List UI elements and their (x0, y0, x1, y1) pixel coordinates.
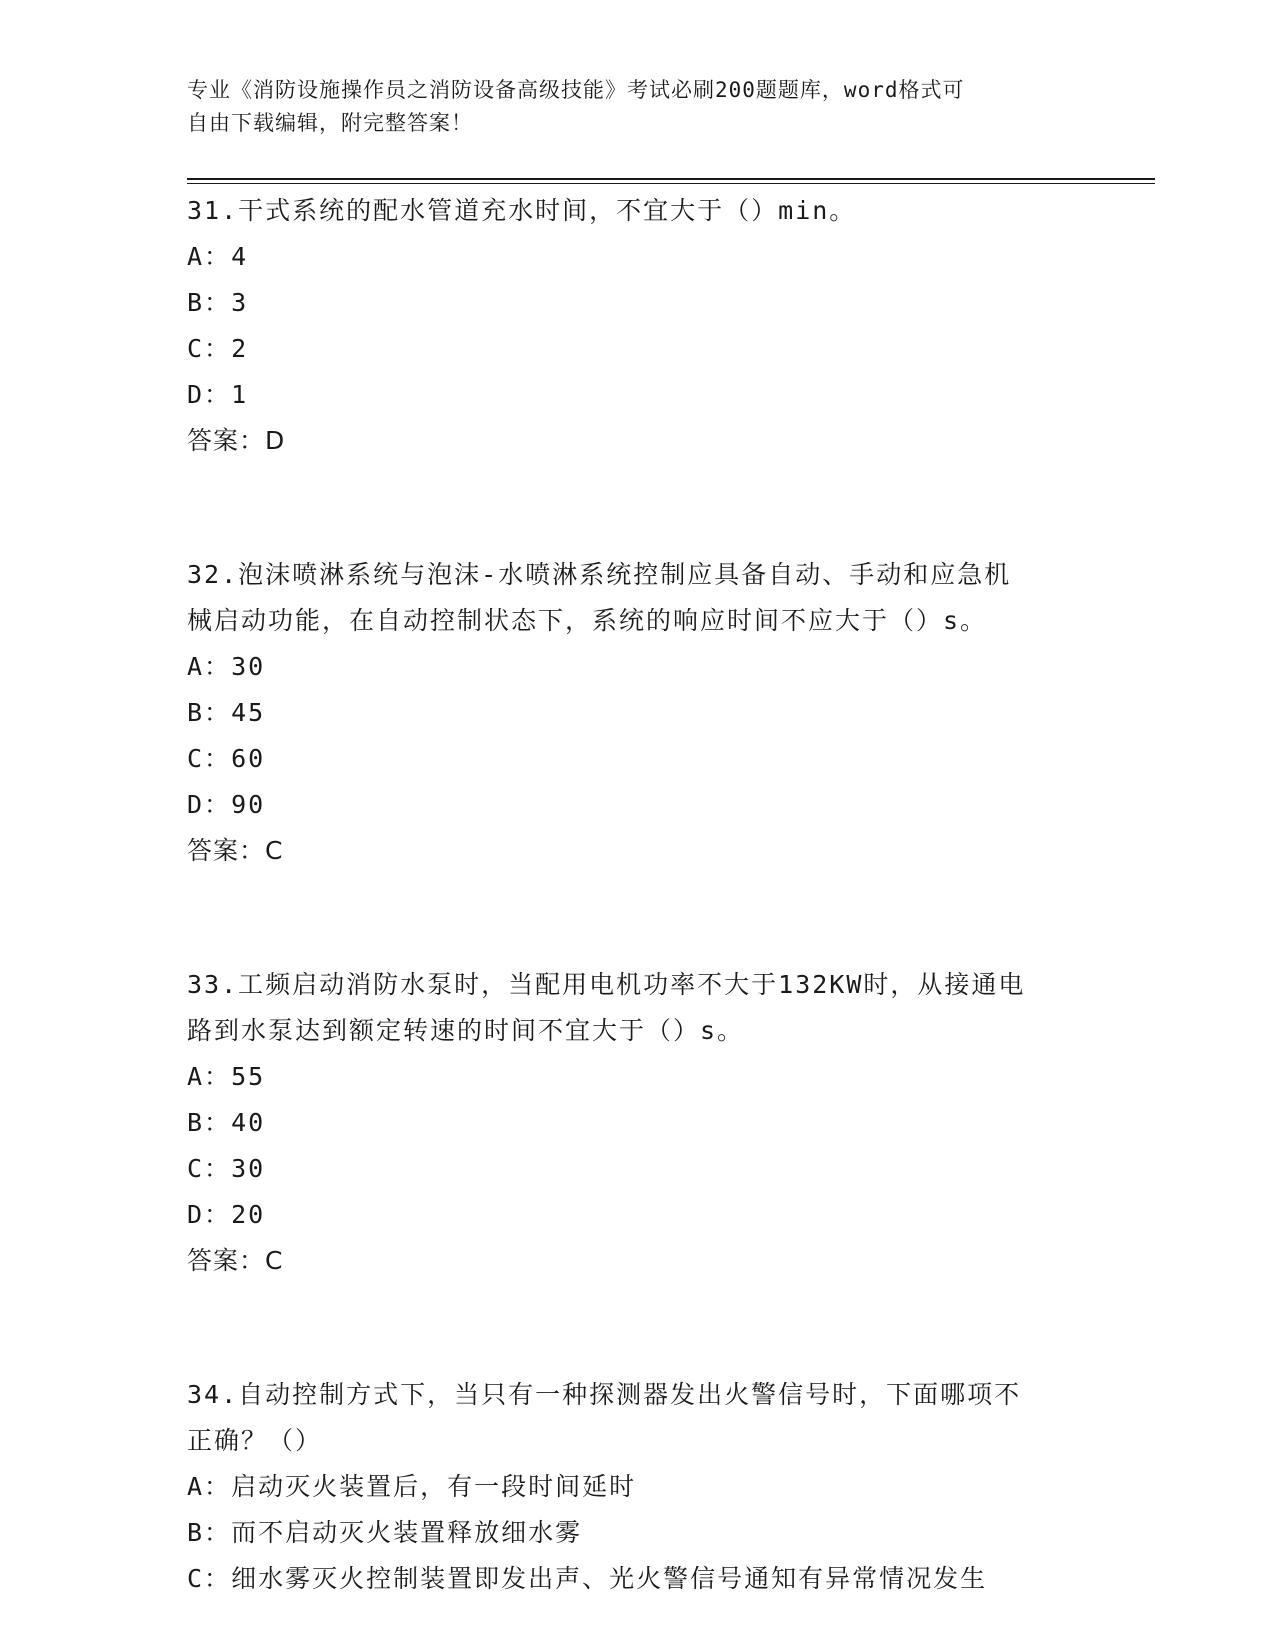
option-c (187, 736, 1087, 782)
option-a (187, 1054, 1087, 1100)
question-32 (187, 552, 1087, 874)
option-text: 而不启动灭火装置释放细水雾 (231, 1518, 583, 1547)
option-label: B： (187, 1108, 232, 1137)
question-spacer (187, 464, 1087, 552)
option-label: B： (187, 288, 232, 317)
option-text: 45 (231, 698, 266, 727)
option-b (187, 280, 1087, 326)
option-c (187, 326, 1087, 372)
option-label: D： (187, 1200, 232, 1229)
option-label: C： (187, 334, 232, 363)
question-text: 33.工频启动消防水泵时，当配用电机功率不大于132KW时，从接通电 (187, 970, 1026, 999)
option-text: 20 (231, 1200, 266, 1229)
option-label: C： (187, 1564, 232, 1593)
answer-label: 答案： (187, 836, 266, 865)
document-header (187, 74, 1087, 140)
answer-label: 答案： (187, 1246, 266, 1275)
header-divider (187, 178, 1155, 184)
header-line-1: 专业《消防设施操作员之消防设备高级技能》考试必刷200题题库，word格式可 (187, 78, 965, 102)
answer-value: C (265, 1246, 284, 1275)
answer-value: C (265, 836, 284, 865)
option-b (187, 690, 1087, 736)
option-label: C： (187, 1154, 232, 1183)
question-text: 31.干式系统的配水管道充水时间，不宜大于（）min。 (187, 196, 857, 225)
answer (187, 1238, 1087, 1284)
option-label: C： (187, 744, 232, 773)
answer (187, 418, 1087, 464)
option-label: B： (187, 1518, 232, 1547)
question-33 (187, 962, 1087, 1284)
question-text-continued: 正确？（） (187, 1426, 323, 1455)
option-text: 1 (231, 380, 249, 409)
option-label: A： (187, 242, 232, 271)
option-text: 60 (231, 744, 266, 773)
option-a (187, 644, 1087, 690)
option-label: B： (187, 698, 232, 727)
header-line-2: 自由下载编辑，附完整答案！ (187, 111, 473, 135)
option-d (187, 782, 1087, 828)
option-text: 55 (231, 1062, 266, 1091)
question-31 (187, 188, 1087, 464)
option-b (187, 1100, 1087, 1146)
question-text: 32.泡沫喷淋系统与泡沫-水喷淋系统控制应具备自动、手动和应急机 (187, 560, 1012, 589)
option-label: A： (187, 1472, 232, 1501)
option-label: A： (187, 1062, 232, 1091)
question-spacer (187, 1284, 1087, 1372)
question-list (187, 188, 1087, 1602)
answer-value: D (265, 426, 286, 455)
option-a (187, 1464, 1087, 1510)
question-34 (187, 1372, 1087, 1602)
question-spacer (187, 874, 1087, 962)
option-d (187, 1192, 1087, 1238)
option-text: 启动灭火装置后，有一段时间延时 (231, 1472, 637, 1501)
question-text-continued: 路到水泵达到额定转速的时间不宜大于（）s。 (187, 1016, 745, 1045)
option-c (187, 1146, 1087, 1192)
question-text: 34.自动控制方式下，当只有一种探测器发出火警信号时，下面哪项不 (187, 1380, 1022, 1409)
option-d (187, 372, 1087, 418)
option-text: 2 (231, 334, 249, 363)
question-text-continued: 械启动功能，在自动控制状态下，系统的响应时间不应大于（）s。 (187, 606, 988, 635)
option-text: 40 (231, 1108, 266, 1137)
option-b (187, 1510, 1087, 1556)
option-text: 30 (231, 1154, 266, 1183)
answer (187, 828, 1087, 874)
option-c (187, 1556, 1087, 1602)
answer-label: 答案： (187, 426, 266, 455)
option-text: 4 (231, 242, 249, 271)
option-label: D： (187, 380, 232, 409)
option-text: 3 (231, 288, 249, 317)
option-a (187, 234, 1087, 280)
option-label: D： (187, 790, 232, 819)
option-label: A： (187, 652, 232, 681)
option-text: 90 (231, 790, 266, 819)
option-text: 30 (231, 652, 266, 681)
option-text: 细水雾灭火控制装置即发出声、光火警信号通知有异常情况发生 (231, 1564, 988, 1593)
